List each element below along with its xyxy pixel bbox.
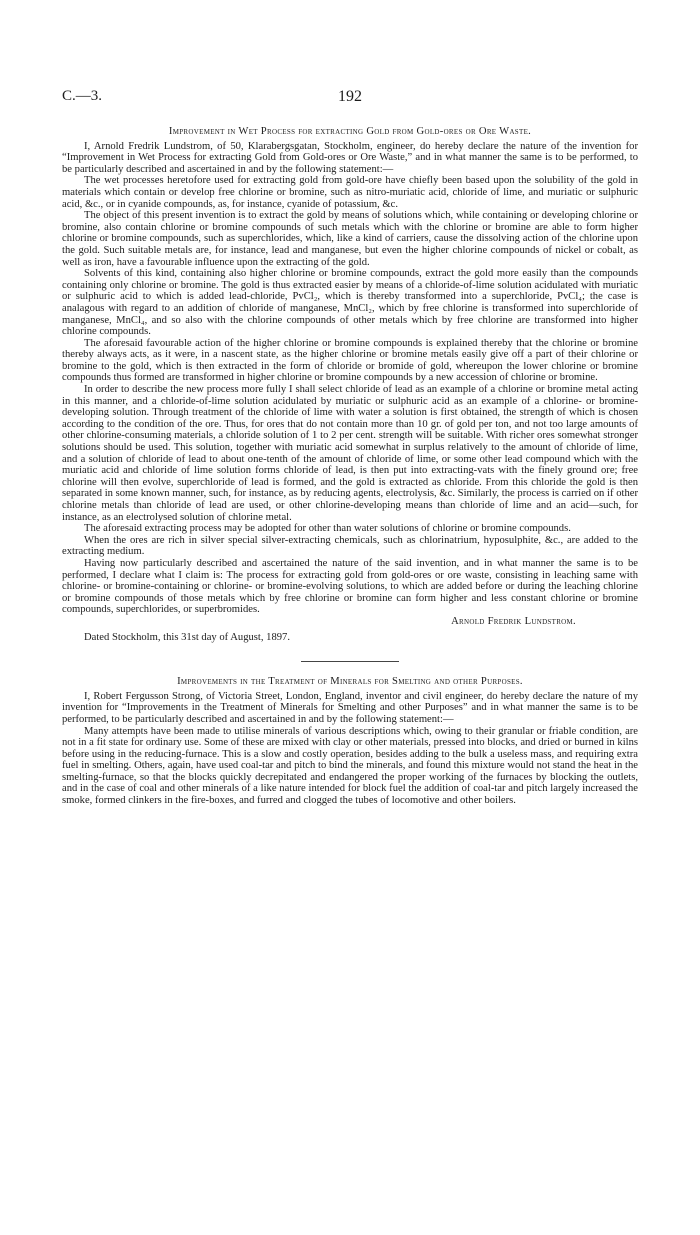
section-title: Improvement in Wet Process for extracting Gold from Gold-ores or Ore Waste.: [168, 126, 532, 137]
paragraph: The object of this present invention is to extract the gold by means of solutions which, while containing or developing chlorine or bromine, also contain chlorine or bromine compounds of such metals which with the chlorine or bromine are able to form higher chlorine or bromine compounds, such as superchlorides, which, like a kind of carriers, cause the dissolving action of the chlorine upon the gold. Such suitable metals are, for instance, lead and manganese, but even the higher chlorine compounds of nickel or cobalt, as well as iron, have a favourable influence upon the extracting of the gold.: [62, 210, 638, 268]
paragraph: Having now particularly described and ascertained the nature of the said invention, and in what manner the same is to be performed, I declare what I claim is: The process for extracting gold from gold-ores or ore waste, consisting in leaching same with chlorine- or bromine-containing or chlorine- or bromine-evolving solutions, to which are added before or during the leaching chlorine or bromine compounds of those metals which by free chlorine or bromine can form higher and less constant chlorine or bromine compounds, superchlorides, or superbromides.: [62, 557, 638, 616]
paragraph: In order to describe the new process more fully I shall select chloride of lead as an example of a chlorine or bromine metal acting in this manner, and a chloride-of-lime solution acidulated by muriatic or sulphuric acid as an example of a chlorine- or bromine-developing solution. Through treatment of the chloride of lime with water a solution is first obtained, the strength of which is chosen according to the condition of the ore. Thus, for ores that do not contain more than 10 gr. of gold per ton, and not too large amounts of other chlorine-consuming materials, a chloride solution of 1 to 2 per cent. strength will be suitable. With richer ores somewhat stronger solutions should be used. This solution, together with muriatic acid somewhat in surplus relatively to the amount of chloride of lime, and a solution of chloride of lead to about one-tenth of the amount of chloride of lime, or some other lead compound which with the muriatic acid and chloride of lime solution forms chloride of lead, is then put into extracting-vats with the finely ground ore; free chlorine will then evolve, superchloride of lead is formed, and the gold is extracted as chloride. From this chloride the gold is then separated in some known manner, such, for instance, as by reducing agents, electrolysis, &c. Similarly, the process is carried on if other chlorine metals than chloride of lead are used, or other chlorine-developing means than chloride of lime and an acid—such, for instance, as an electrolysed solution of chlorine metal.: [62, 384, 638, 523]
signature: Arnold Fredrik Lundstrom.: [451, 615, 576, 627]
section-divider: [301, 661, 399, 662]
dated-line: Dated Stockholm, this 31st day of August, 1897.: [84, 631, 290, 643]
paragraph: The aforesaid extracting process may be adopted for other than water solutions of chlorine or bromine compounds.: [84, 523, 571, 535]
section-gold-extraction: [62, 126, 638, 643]
page-content: [62, 126, 638, 807]
page-reference: C.—3.: [62, 88, 103, 104]
paragraph: Solvents of this kind, containing also higher chlorine or bromine compounds, extract the gold more easily than the compounds containing only chlorine or bromine. The gold is thus extracted easier by means of a chloride-of-lime solution acidulated with muriatic or sulphuric acid to which is added lead-chloride, PvCl₂, which is thereby transformed into a superchloride, PvCl₄; the case is analagous with regard to an addition of chloride of manganese, MnCl₂, which by free chlorine is transformed into superchloride of manganese, MnCl₄, and so also with the chlorine compounds of other metals which by free chlorine are transformed into higher chlorine compounds.: [62, 268, 638, 338]
paragraph: The wet processes heretofore used for extracting gold from gold-ore have chiefly been based upon the solubility of the gold in materials which contain or develop free chlorine or bromine, such as nitro-muriatic acid, chloride of lime, and muriatic or sulphuric acid, &c., or in cyanide compounds, as, for instance, cyanide of potassium, &c.: [62, 175, 638, 210]
paragraph: I, Arnold Fredrik Lundstrom, of 50, Klarabergsgatan, Stockholm, engineer, do hereby declare the nature of the invention for “Improvement in Wet Process for extracting Gold from Gold-ores or Ore Waste,” and in what manner the same is to be performed, to be particularly described and ascertained in and by the following statement:—: [62, 140, 638, 175]
paragraph: Many attempts have been made to utilise minerals of various descriptions which, owing to their granular or friable condition, are not in a fit state for ordinary use. Some of these are mixed with clay or other materials, pressed into blocks, and dried or burned in kilns before using in the reducing-furnace. This is a slow and costly operation, besides adding to the bulk a useless mass, and requiring extra fuel in smelting. Others, again, have used coal-tar and pitch to bind the minerals, and found this mixture would not stand the heat in the smelting-furnace, so that the blocks quickly decrepitated and endangered the proper working of the furnaces by blocking the outlets, and in the case of coal and other minerals of a like nature intended for block fuel the addition of coal-tar and pitch largely increased the smoke, formed clinkers in the fire-boxes, and furred and clogged the tubes of locomotive and other boilers.: [62, 725, 638, 807]
section-title: Improvements in the Treatment of Minerals for Smelting and other Purposes.: [177, 676, 523, 688]
page-number: 192: [338, 88, 362, 105]
paragraph: When the ores are rich in silver special silver-extracting chemicals, such as chlorinatrium, hyposulphite, &c., are added to the extracting medium.: [62, 534, 638, 558]
section-mineral-treatment: [62, 676, 638, 807]
paragraph: The aforesaid favourable action of the higher chlorine or bromine compounds is explained thereby that the chlorine or bromine thereby always acts, as it were, in a nascent state, as the higher chlorine or bromine metals easily give off a part of their chlorine or bromine to the gold, which is then extracted in the form of chloride or bromide of gold, whereupon the lower chlorine or bromine compounds thus formed are transformed in higher chlorine or bromine compounds by a new accession of chlorine or bromine.: [62, 337, 638, 384]
page-header: [62, 88, 638, 108]
paragraph: I, Robert Fergusson Strong, of Victoria Street, London, England, inventor and civil engineer, do hereby declare the nature of my invention for “Improvements in the Treatment of Minerals for Smelting and other Purposes” and in what manner the same is to be performed, to be particularly described and ascertained in and by the following statement:—: [62, 690, 638, 725]
